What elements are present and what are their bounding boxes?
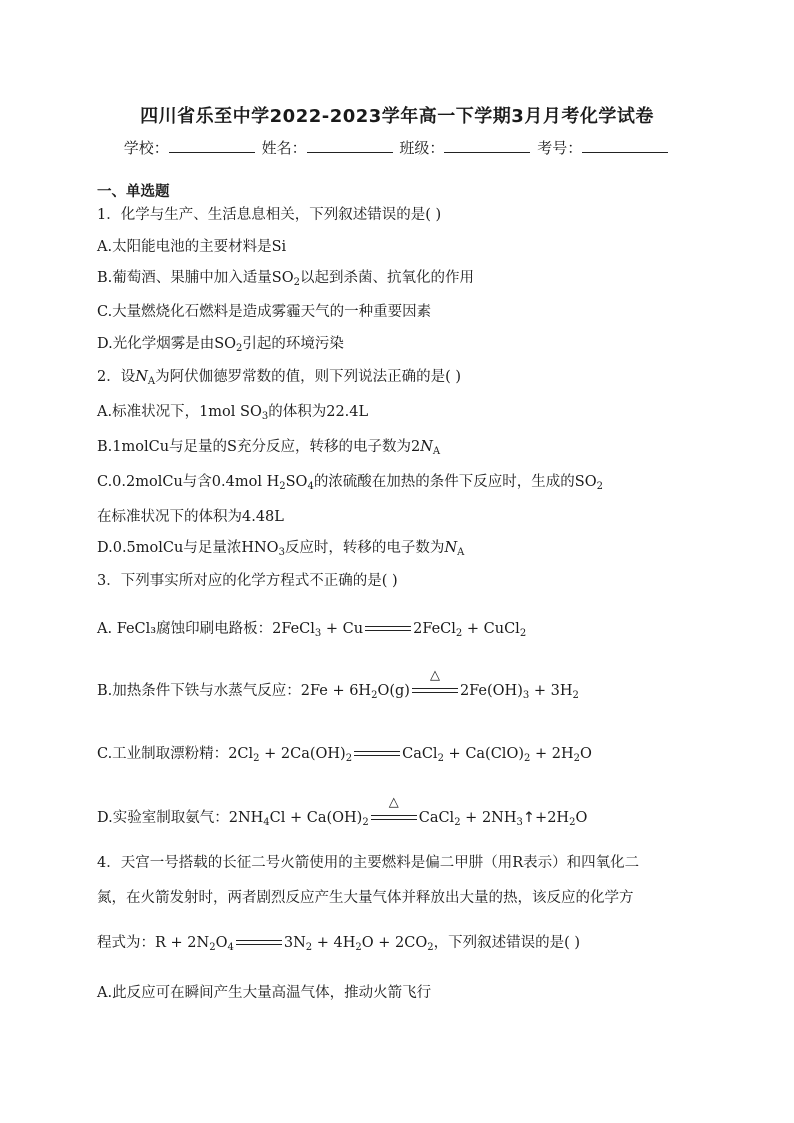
q4-stem-line2: 氮，在火箭发射时，两者剧烈反应产生大量气体并释放出大量的热，该反应的化学方 — [97, 890, 634, 906]
q2-option-c-line2: 在标准状况下的体积为4.48L — [97, 509, 284, 525]
q2-option-a: A.标准状况下，1mol $SO_3$的体积为22.4L — [97, 404, 369, 422]
class-blank[interactable] — [444, 138, 530, 153]
q1-option-b: B.葡萄酒、果脯中加入适量$SO_2$以起到杀菌、抗氧化的作用 — [97, 270, 474, 288]
exam-number-label: 考号： — [537, 139, 583, 157]
class-label: 班级： — [399, 139, 445, 157]
student-info-row — [0, 137, 794, 158]
q3-option-b: B.加热条件下铁与水蒸气反应：$2Fe + 6H_2O(g)$ △ $2Fe(OH)_3 + 3H_2$ — [97, 668, 579, 701]
q2-option-d: D.0.5molCu与足量浓$HNO_3$反应时，转移的电子数为$N_A$ — [97, 540, 465, 558]
name-label: 姓名： — [261, 139, 307, 157]
q1-stem: 1．化学与生产、生活息息相关，下列叙述错误的是( ) — [97, 207, 442, 223]
name-blank[interactable] — [307, 138, 393, 153]
exam-title: 四川省乐至中学2022-2023学年高一下学期3月月考化学试卷 — [140, 106, 654, 127]
school-label: 学校： — [123, 139, 169, 157]
section-heading: 一、单选题 — [97, 184, 170, 200]
q3-option-c: C.工业制取漂粉精：$2Cl_2 + 2Ca(OH)_2$ CaCl$_2$ + $Ca(ClO)_2 + 2H_2O$ — [97, 746, 592, 764]
q1-option-d: D.光化学烟雾是由$SO_2$引起的环境污染 — [97, 336, 344, 354]
school-blank[interactable] — [169, 138, 255, 153]
q2-option-c-line1: C.0.2molCu与含0.4mol $H_2SO_4$的浓硫酸在加热的条件下反应时，生成的$SO_2$ — [97, 474, 604, 492]
q2-option-b: B.1molCu与足量的S充分反应，转移的电子数为$2N_A$ — [97, 439, 441, 457]
q3-stem: 3．下列事实所对应的化学方程式不正确的是( ) — [97, 573, 398, 589]
q4-stem-line3: 程式为：$R + 2N_2O_4$ $3N_2 + 4H_2O + 2CO_2$，下列叙述错误的是( ) — [97, 935, 581, 953]
exam-number-blank[interactable] — [582, 138, 668, 153]
q3-option-d: D.实验室制取氨气：$2NH_4Cl + Ca(OH)_2$ △ CaCl$_2$ + $2NH_3↑+2H_2O$ — [97, 795, 588, 828]
q4-option-a: A.此反应可在瞬间产生大量高温气体，推动火箭飞行 — [97, 985, 432, 1001]
q4-stem-line1: 4．天宫一号搭载的长征二号火箭使用的主要燃料是偏二甲肼（用R表示）和四氧化二 — [97, 855, 640, 871]
q1-option-c: C.大量燃烧化石燃料是造成雾霾天气的一种重要因素 — [97, 304, 432, 320]
q2-stem: 2．设$N_A$为阿伏伽德罗常数的值，则下列说法正确的是( ) — [97, 369, 462, 387]
q1-option-a: A.太阳能电池的主要材料是Si — [97, 239, 287, 255]
q3-option-a: A. FeCl₃腐蚀印刷电路板：2FeCl$_3$ + Cu 2FeCl$_2$ + CuCl$_2$ — [97, 621, 527, 639]
